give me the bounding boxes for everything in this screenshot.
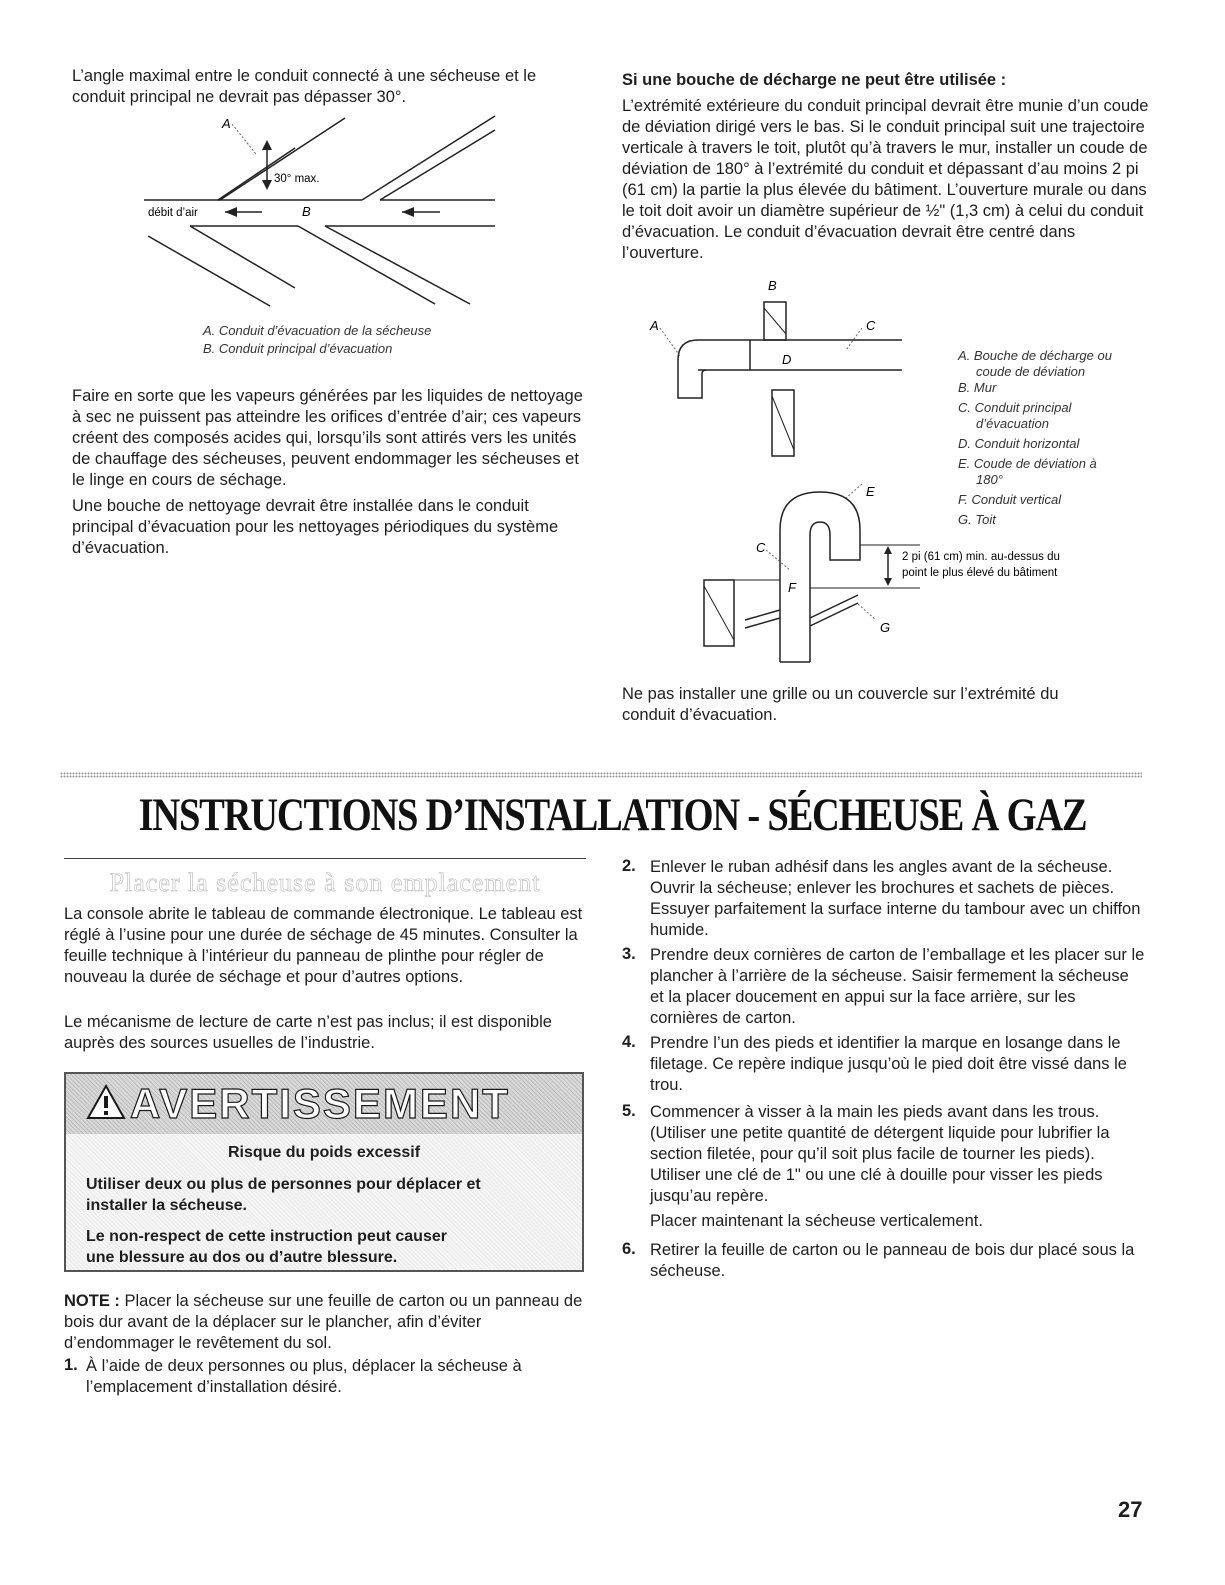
no-hood-heading: Si une bouche de décharge ne peut être utilisée :	[622, 71, 1007, 89]
label-b: B	[768, 278, 777, 293]
warning-body	[66, 1134, 582, 1270]
legend-b: B. Mur	[958, 380, 997, 395]
no-grille-paragraph: Ne pas installer une grille ou un couvercle sur l’extrémité du conduit d’évacuation.	[622, 685, 1059, 724]
label-c-bottom: C	[756, 540, 766, 555]
legend-d: D. Conduit horizontal	[958, 436, 1080, 451]
caption-b: B. Conduit principal d’évacuation	[203, 341, 393, 356]
warning-line1: Utiliser deux ou plus de personnes pour déplacer et	[86, 1176, 481, 1193]
duct-angle-diagram	[130, 108, 510, 318]
vapors-paragraph: Faire en sorte que les vapeurs générées par les liquides de nettoyage à sec ne puissent pas atteindre les orifices d’entrée d’air; ces vapeurs créent des composés acides qui, lorsqu’ils sont attirés vers les unités de chauffage des sécheuses, peuvent endommager les sécheuses et le linge en cours de séchage.	[72, 387, 583, 489]
legend-e-cont: 180°	[976, 472, 1003, 487]
note-paragraph	[64, 1291, 589, 1354]
label-g: G	[880, 620, 891, 635]
intro-paragraph: L’angle maximal entre le conduit connecté à une sécheuse et le conduit principal ne devrait pas dépasser 30°.	[72, 67, 537, 106]
label-b: B	[302, 204, 311, 219]
card-reader-paragraph: Le mécanisme de lecture de carte n’est pas inclus; il est disponible auprès des sources usuelles de l’industrie.	[64, 1013, 552, 1052]
step-6-text: Retirer la feuille de carton ou le panneau de bois dur placé sous la sécheuse.	[650, 1241, 1135, 1280]
label-a: A	[650, 318, 659, 333]
step-2-text: Enlever le ruban adhésif dans les angles avant de la sécheuse. Ouvrir la sécheuse; enlever les brochures et sachets de pièces. Essuyer parfaitement la surface interne du tambour avec un chiffon humide.	[650, 858, 1141, 939]
step-1-text: À l’aide de deux personnes ou plus, déplacer la sécheuse à l’emplacement d’installation désiré.	[86, 1357, 522, 1396]
note-label: NOTE :	[64, 1292, 120, 1310]
warning-triangle-icon	[86, 1084, 126, 1120]
step-5-extra: Placer maintenant la sécheuse verticalement.	[650, 1212, 983, 1230]
step-3-text: Prendre deux cornières de carton de l’emballage et les placer sur le plancher à l’arrière de la sécheuse. Saisir fermement la sécheuse et la placer doucement en appui sur la face arrière, sur les cornières de carton.	[650, 946, 1145, 1027]
page-number: 27	[1118, 1497, 1143, 1522]
step-5-number: 5.	[622, 1102, 636, 1120]
warning-line4: une blessure au dos ou d’autre blessure.	[86, 1249, 398, 1266]
legend-g: G. Toit	[958, 512, 996, 527]
step-2-number: 2.	[622, 857, 636, 875]
warning-box	[64, 1072, 584, 1272]
warning-title: AVERTISSEMENT	[130, 1080, 510, 1127]
legend-c-cont: d’évacuation	[976, 416, 1049, 431]
legend-f: F. Conduit vertical	[958, 492, 1062, 507]
step-5-text: Commencer à visser à la main les pieds avant dans les trous. (Utiliser une petite quantité de détergent liquide pour lubrifier la section filetée, pour qu’il soit plus facile de tourner les pieds). Utiliser une clé de 1" ou une clé à douille pour visser les pieds jusqu’au repère.	[650, 1103, 1110, 1205]
vent-legend	[958, 348, 1112, 528]
no-hood-paragraph: L’extrémité extérieure du conduit principal devrait être munie d’un coude de déviation dirigé vers le bas. Si le conduit principal suit une trajectoire verticale à travers le toit, plutôt qu’à travers le mur, installer un coude de déviation de 180° à l’extrémité du conduit et dépassant d’au moins 2 pi (61 cm) la partie la plus élevée du bâtiment. L’ouverture murale ou dans le toit doit avoir un diamètre supérieur de ½" (1,3 cm) à celui du conduit d’évacuation. Le conduit d’évacuation devrait être centré dans l’ouverture.	[622, 97, 1149, 262]
label-a: A	[222, 116, 231, 131]
legend-e: E. Coude de déviation à	[958, 456, 1097, 471]
note-text: Placer la sécheuse sur une feuille de carton ou un panneau de bois dur avant de la déplacer sur le plancher, afin d’éviter d’endommager le revêtement du sol.	[64, 1292, 583, 1352]
console-paragraph: La console abrite le tableau de commande électronique. Le tableau est réglé à l’usine pour une durée de séchage de 45 minutes. Consulter la feuille technique à l’intérieur du panneau de plinthe pour régler de nouveau la durée de séchage et pour d’autres options.	[64, 905, 583, 986]
subhead: Placer la sécheuse à son emplacement	[109, 868, 541, 897]
warning-line2: installer la sécheuse.	[86, 1197, 247, 1214]
section-title: INSTRUCTIONS D’INSTALLATION - SÉCHEUSE À GAZ	[138, 789, 1087, 841]
step-6-number: 6.	[622, 1240, 636, 1258]
label-e: E	[866, 484, 875, 499]
step-1-number: 1.	[64, 1356, 78, 1374]
subhead-rule	[64, 858, 586, 859]
warning-risk: Risque du poids excessif	[227, 1144, 421, 1161]
legend-a: A. Bouche de décharge ou	[958, 348, 1112, 363]
cleanout-paragraph: Une bouche de nettoyage devrait être installée dans le conduit principal d’évacuation pour les nettoyages périodiques du système d’évacuation.	[72, 497, 559, 557]
label-c-top: C	[866, 318, 876, 333]
legend-c: C. Conduit principal	[958, 400, 1072, 415]
height-note-line2: point le plus élevé du bâtiment	[902, 567, 1058, 579]
caption-a: A. Conduit d’évacuation de la sécheuse	[203, 323, 432, 338]
label-d: D	[782, 352, 792, 367]
section-divider	[60, 772, 1142, 778]
label-f: F	[788, 580, 796, 595]
legend-a-cont: coude de déviation	[976, 364, 1086, 379]
angle-note: 30° max.	[274, 173, 320, 185]
height-note-line1: 2 pi (61 cm) min. au-dessus du	[902, 551, 1060, 563]
step-4-number: 4.	[622, 1033, 636, 1051]
airflow-label: débit d’air	[148, 207, 198, 219]
step-4-text: Prendre l’un des pieds et identifier la marque en losange dans le filetage. Ce repère indique jusqu’où le pied doit être vissé dans le trou.	[650, 1034, 1127, 1094]
warning-line3: Le non-respect de cette instruction peut causer	[86, 1228, 447, 1245]
step-3-number: 3.	[622, 945, 636, 963]
warning-header	[66, 1074, 582, 1135]
